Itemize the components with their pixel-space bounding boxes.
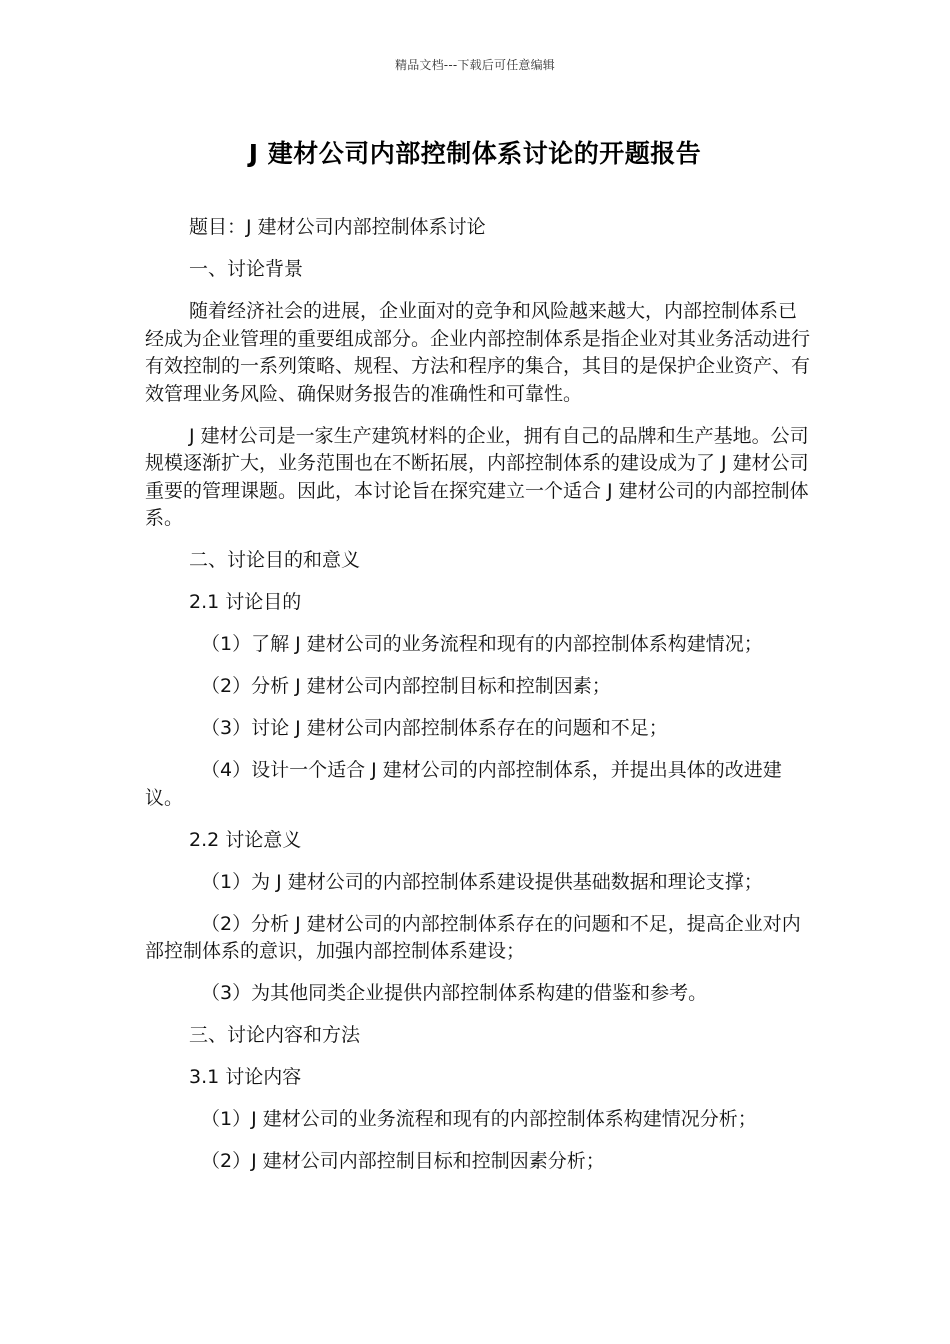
subsection-heading-2-1: 2.1 讨论目的 — [189, 591, 302, 613]
list-item-purpose-1: （1）了解 J 建材公司的业务流程和现有的内部控制体系构建情况； — [201, 633, 763, 655]
list-item-significance-2: （2）分析 J 建材公司的内部控制体系存在的问题和不足，提高企业对内部控制体系的意识，加强内部控制体系建设； — [145, 912, 801, 962]
document-body — [145, 214, 810, 1190]
list-item-purpose-2: （2）分析 J 建材公司内部控制目标和控制因素； — [201, 675, 611, 697]
section-heading-content-method: 三、讨论内容和方法 — [189, 1024, 361, 1046]
list-item-content-2: （2）J 建材公司内部控制目标和控制因素分析； — [201, 1150, 605, 1172]
section-heading-purpose: 二、讨论目的和意义 — [189, 549, 361, 571]
paragraph-background-1: 随着经济社会的进展，企业面对的竞争和风险越来越大，内部控制体系已经成为企业管理的重要组成部分。企业内部控制体系是指企业对其业务活动进行有效控制的一系列策略、规程、方法和程序的集合，其目的是保护企业资产、有效管理业务风险、确保财务报告的准确性和可靠性。 — [145, 300, 811, 405]
document-title: J 建材公司内部控制体系讨论的开题报告 — [248, 139, 702, 168]
subsection-heading-3-1: 3.1 讨论内容 — [189, 1066, 302, 1088]
list-item-significance-3: （3）为其他同类企业提供内部控制体系构建的借鉴和参考。 — [201, 982, 708, 1004]
paragraph-background-2: J 建材公司是一家生产建筑材料的企业，拥有自己的品牌和生产基地。公司规模逐渐扩大，业务范围也在不断拓展，内部控制体系的建设成为了 J 建材公司重要的管理课题。因此，本讨论旨在探究建立一个适合 J 建材公司的内部控制体系。 — [145, 424, 809, 529]
section-heading-background: 一、讨论背景 — [189, 258, 304, 280]
list-item-significance-1: （1）为 J 建材公司的内部控制体系建设提供基础数据和理论支撑； — [201, 870, 763, 893]
header-note: 精品文档---下载后可任意编辑 — [395, 58, 555, 72]
list-item-purpose-3: （3）讨论 J 建材公司内部控制体系存在的问题和不足； — [201, 717, 668, 739]
list-item-purpose-4: （4）设计一个适合 J 建材公司的内部控制体系，并提出具体的改进建议。 — [145, 759, 782, 809]
list-item-content-1: （1）J 建材公司的业务流程和现有的内部控制体系构建情况分析； — [201, 1108, 757, 1130]
topic-line: 题目：J 建材公司内部控制体系讨论 — [189, 216, 486, 238]
subsection-heading-2-2: 2.2 讨论意义 — [189, 828, 302, 851]
